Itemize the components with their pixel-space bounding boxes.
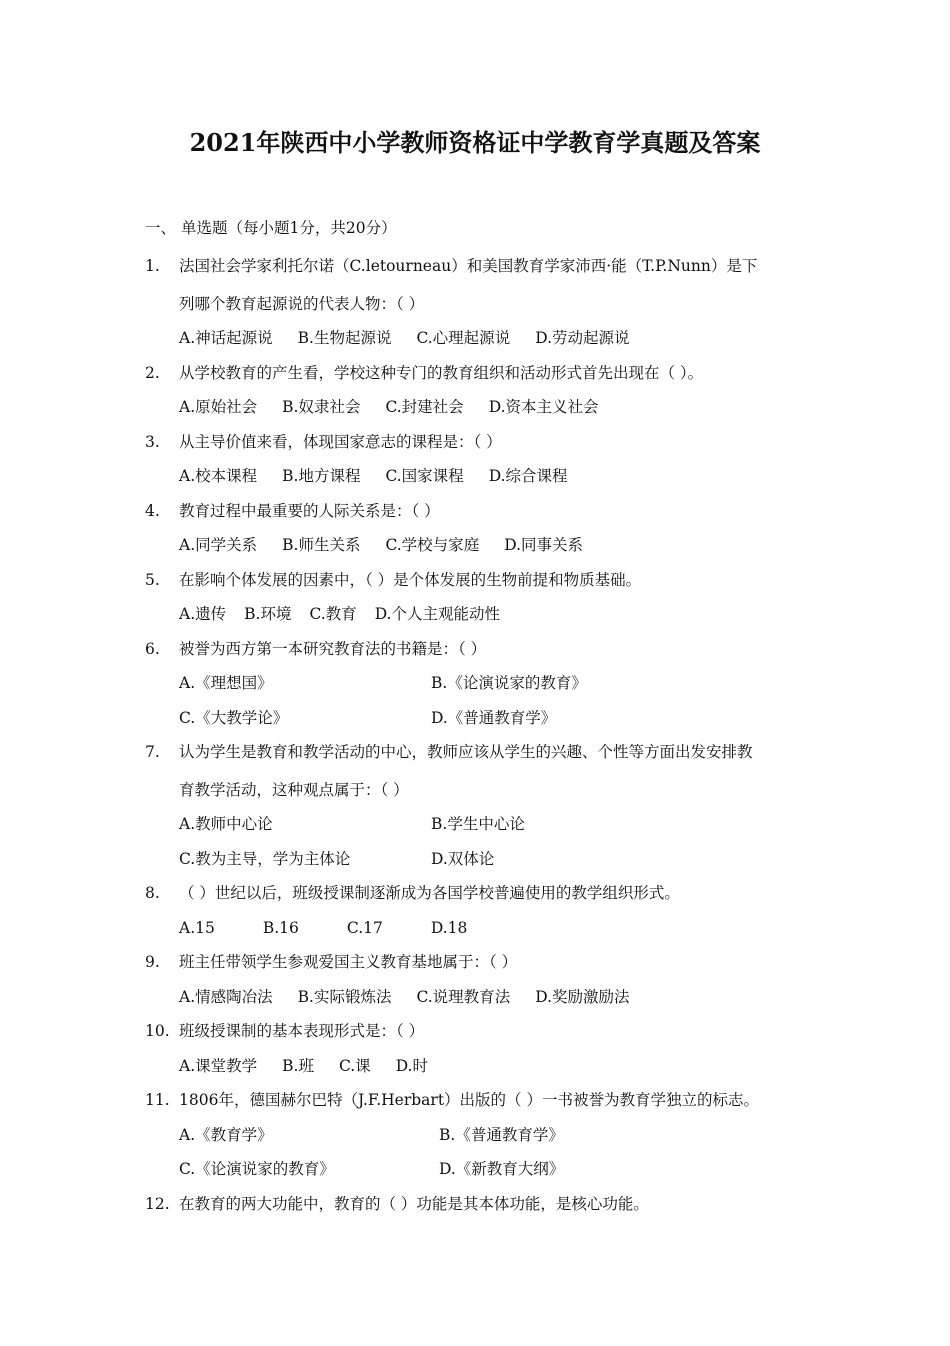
section-label: 单选题（每小题1分，共20分） bbox=[181, 219, 397, 237]
question-text: 1806年，德国赫尔巴特（J.F.Herbart）出版的（ ）一书被誉为教育学独立的标志。 bbox=[179, 1091, 759, 1109]
question-8 bbox=[145, 876, 815, 945]
option-b: B.实际锻炼法 bbox=[297, 987, 392, 1006]
question-text: 从学校教育的产生看，学校这种专门的教育组织和活动形式首先出现在（ ）。 bbox=[179, 363, 704, 382]
option-b: B.学生中心论 bbox=[431, 815, 525, 833]
question-text: 班级授课制的基本表现形式是：（ ） bbox=[179, 1022, 425, 1040]
question-number: 1. bbox=[145, 257, 160, 275]
question-6 bbox=[145, 632, 815, 736]
option-a: A.校本课程 bbox=[179, 467, 258, 485]
question-number: 3. bbox=[145, 432, 160, 451]
option-a: A.15 bbox=[179, 918, 215, 937]
option-row bbox=[145, 390, 815, 425]
option-c: C.说理教育法 bbox=[416, 987, 511, 1006]
question-text: 从主导价值来看，体现国家意志的课程是：（ ） bbox=[179, 432, 502, 451]
question-10 bbox=[145, 1014, 815, 1083]
question-number: 11. bbox=[145, 1091, 170, 1109]
question-text: 在教育的两大功能中，教育的（ ）功能是其本体功能，是核心功能。 bbox=[179, 1194, 649, 1213]
option-row bbox=[145, 528, 815, 563]
question-4 bbox=[145, 494, 815, 563]
option-d: D.18 bbox=[430, 918, 468, 937]
option-b: B.奴隶社会 bbox=[282, 398, 361, 416]
option-b: B.16 bbox=[262, 918, 299, 937]
option-a: A.原始社会 bbox=[179, 398, 258, 416]
option-a: A.教师中心论 bbox=[179, 815, 273, 833]
question-number: 2. bbox=[145, 363, 160, 382]
option-row bbox=[145, 807, 815, 842]
option-c: C.学校与家庭 bbox=[385, 536, 480, 554]
question-text: 认为学生是教育和教学活动的中心，教师应该从学生的兴趣、个性等方面出发安排教 bbox=[179, 743, 753, 761]
question-11 bbox=[145, 1083, 815, 1187]
option-d: D.《普通教育学》 bbox=[431, 708, 557, 727]
option-b: B.《论演说家的教育》 bbox=[431, 674, 587, 692]
option-a: A.同学关系 bbox=[179, 536, 258, 554]
option-c: C.17 bbox=[346, 918, 383, 937]
option-b: B.环境 bbox=[244, 605, 292, 623]
question-1 bbox=[145, 249, 815, 356]
question-12 bbox=[145, 1187, 815, 1222]
question-text: 法国社会学家利托尔诺（C.letourneau）和美国教育学家沛西·能（T.P.Nunn）是下 bbox=[179, 257, 758, 275]
question-text-continued: 育教学活动，这种观点属于：（ ） bbox=[179, 780, 409, 799]
question-number: 10. bbox=[145, 1022, 170, 1040]
question-text: （ ）世纪以后，班级授课制逐渐成为各国学校普遍使用的教学组织形式。 bbox=[179, 884, 680, 902]
option-c: C.《大教学论》 bbox=[179, 708, 289, 727]
option-c: C.教为主导，学为主体论 bbox=[179, 849, 351, 868]
option-row bbox=[145, 321, 815, 356]
question-number: 12. bbox=[145, 1194, 170, 1213]
option-d: D.时 bbox=[395, 1056, 428, 1075]
option-b: B.班 bbox=[282, 1056, 314, 1075]
question-number: 5. bbox=[145, 570, 160, 589]
option-c: C.课 bbox=[338, 1056, 371, 1075]
question-5 bbox=[145, 563, 815, 632]
option-b: B.《普通教育学》 bbox=[439, 1125, 564, 1144]
question-2 bbox=[145, 356, 815, 425]
option-b: B.地方课程 bbox=[282, 467, 361, 485]
question-text: 在影响个体发展的因素中，（ ）是个体发展的生物前提和物质基础。 bbox=[179, 570, 642, 589]
section-heading bbox=[145, 214, 397, 242]
option-row bbox=[145, 459, 815, 494]
question-number: 9. bbox=[145, 953, 160, 971]
question-number: 7. bbox=[145, 743, 160, 761]
option-a: A.神话起源说 bbox=[179, 329, 273, 347]
question-number: 4. bbox=[145, 501, 160, 520]
question-9 bbox=[145, 945, 815, 1014]
question-7 bbox=[145, 735, 815, 876]
option-row bbox=[145, 911, 815, 946]
option-c: C.国家课程 bbox=[385, 467, 464, 485]
option-a: A.情感陶冶法 bbox=[179, 987, 273, 1006]
option-c: C.封建社会 bbox=[385, 398, 464, 416]
question-text: 被誉为西方第一本研究教育法的书籍是：（ ） bbox=[179, 639, 487, 658]
question-list bbox=[145, 249, 815, 1221]
option-a: A.课堂教学 bbox=[179, 1056, 258, 1075]
question-text: 班主任带领学生参观爱国主义教育基地属于：（ ） bbox=[179, 953, 518, 971]
option-row bbox=[145, 1152, 815, 1187]
option-a: A.《理想国》 bbox=[179, 674, 273, 692]
option-c: C.《论演说家的教育》 bbox=[179, 1160, 335, 1178]
option-c: C.心理起源说 bbox=[416, 329, 511, 347]
option-d: D.资本主义社会 bbox=[488, 398, 599, 416]
question-3 bbox=[145, 425, 815, 494]
option-d: D.《新教育大纲》 bbox=[439, 1160, 565, 1178]
question-number: 8. bbox=[145, 884, 160, 902]
option-row bbox=[145, 842, 815, 877]
option-row bbox=[145, 1118, 815, 1153]
section-number: 一、 bbox=[145, 219, 177, 237]
question-text-continued: 列哪个教育起源说的代表人物：（ ） bbox=[179, 294, 425, 313]
document-title: 2021年陕西中小学教师资格证中学教育学真题及答案 bbox=[189, 128, 761, 157]
option-a: A.《教育学》 bbox=[179, 1125, 273, 1144]
option-d: D.劳动起源说 bbox=[535, 329, 630, 347]
option-row bbox=[145, 597, 815, 632]
option-row bbox=[145, 666, 815, 701]
question-text: 教育过程中最重要的人际关系是：（ ） bbox=[179, 501, 440, 520]
option-a: A.遗传 bbox=[179, 605, 227, 623]
option-d: D.奖励激励法 bbox=[535, 987, 630, 1006]
option-d: D.双体论 bbox=[431, 849, 495, 868]
option-row bbox=[145, 980, 815, 1015]
option-b: B.生物起源说 bbox=[297, 329, 392, 347]
option-b: B.师生关系 bbox=[282, 536, 361, 554]
option-row bbox=[145, 1049, 815, 1084]
question-number: 6. bbox=[145, 639, 160, 658]
option-d: D.同事关系 bbox=[504, 536, 584, 554]
option-d: D.综合课程 bbox=[488, 467, 568, 485]
option-d: D.个人主观能动性 bbox=[374, 605, 500, 623]
option-c: C.教育 bbox=[309, 605, 357, 623]
option-row bbox=[145, 701, 815, 736]
